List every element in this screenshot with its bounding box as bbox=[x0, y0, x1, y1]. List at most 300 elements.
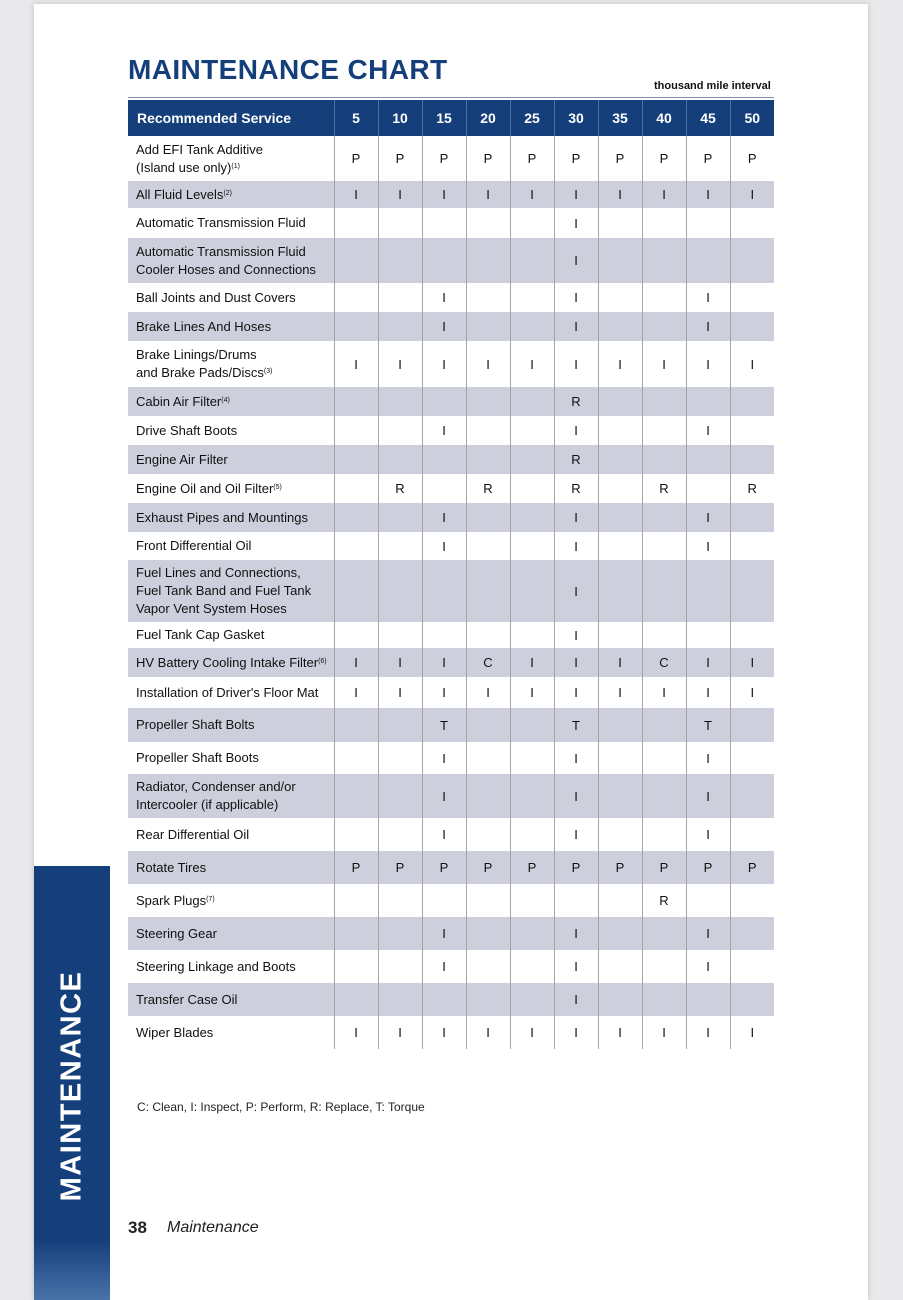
column-header-interval: 35 bbox=[598, 100, 642, 136]
table-row bbox=[128, 742, 774, 774]
interval-mark-cell bbox=[378, 950, 422, 983]
interval-mark-cell: R bbox=[730, 474, 774, 503]
interval-mark-cell: I bbox=[554, 208, 598, 238]
table-row bbox=[128, 774, 774, 818]
interval-mark-cell bbox=[730, 622, 774, 648]
interval-mark-cell bbox=[334, 238, 378, 283]
interval-mark-cell: C bbox=[466, 648, 510, 677]
interval-mark-cell bbox=[334, 774, 378, 818]
interval-mark-cell: P bbox=[554, 136, 598, 181]
interval-mark-cell: I bbox=[466, 181, 510, 208]
interval-mark-cell bbox=[378, 387, 422, 416]
interval-mark-cell bbox=[466, 312, 510, 341]
page-number: 38 bbox=[128, 1218, 147, 1237]
interval-mark-cell bbox=[598, 503, 642, 532]
interval-mark-cell: I bbox=[730, 648, 774, 677]
interval-mark-cell bbox=[378, 983, 422, 1016]
column-header-interval: 20 bbox=[466, 100, 510, 136]
column-header-interval: 5 bbox=[334, 100, 378, 136]
column-header-interval: 30 bbox=[554, 100, 598, 136]
side-tab-fade bbox=[34, 1240, 110, 1300]
service-name-cell bbox=[128, 136, 334, 181]
interval-mark-cell: T bbox=[686, 708, 730, 742]
interval-mark-cell: I bbox=[686, 416, 730, 445]
service-name-cell bbox=[128, 818, 334, 851]
column-header-interval: 45 bbox=[686, 100, 730, 136]
interval-mark-cell bbox=[334, 208, 378, 238]
interval-mark-cell: P bbox=[554, 851, 598, 884]
interval-mark-cell bbox=[642, 445, 686, 474]
interval-mark-cell bbox=[598, 474, 642, 503]
table-row bbox=[128, 136, 774, 181]
service-name-line: Radiator, Condenser and/or bbox=[136, 779, 296, 794]
interval-mark-cell bbox=[510, 416, 554, 445]
interval-mark-cell bbox=[378, 622, 422, 648]
interval-mark-cell: I bbox=[510, 1016, 554, 1049]
interval-mark-cell bbox=[730, 708, 774, 742]
table-row bbox=[128, 983, 774, 1016]
interval-mark-cell bbox=[730, 387, 774, 416]
interval-mark-cell bbox=[422, 238, 466, 283]
service-name-line: Steering Gear bbox=[136, 925, 217, 941]
interval-mark-cell bbox=[510, 474, 554, 503]
interval-mark-cell bbox=[642, 950, 686, 983]
interval-mark-cell: I bbox=[686, 503, 730, 532]
interval-mark-cell bbox=[510, 917, 554, 950]
interval-mark-cell bbox=[730, 208, 774, 238]
table-row bbox=[128, 238, 774, 283]
interval-mark-cell bbox=[466, 742, 510, 774]
column-header-interval: 40 bbox=[642, 100, 686, 136]
interval-mark-cell: I bbox=[554, 416, 598, 445]
interval-mark-cell: I bbox=[554, 532, 598, 560]
interval-mark-cell: I bbox=[686, 742, 730, 774]
interval-mark-cell bbox=[510, 283, 554, 312]
interval-mark-cell bbox=[730, 774, 774, 818]
interval-mark-cell: P bbox=[686, 851, 730, 884]
interval-mark-cell bbox=[598, 950, 642, 983]
service-name-line: Automatic Transmission Fluid bbox=[136, 243, 306, 259]
interval-mark-cell bbox=[730, 416, 774, 445]
interval-mark-cell: I bbox=[686, 677, 730, 708]
table-row bbox=[128, 387, 774, 416]
interval-mark-cell: I bbox=[686, 181, 730, 208]
interval-mark-cell: P bbox=[334, 136, 378, 181]
interval-mark-cell bbox=[466, 208, 510, 238]
service-name-line: and Brake Pads/Discs bbox=[136, 365, 264, 380]
interval-mark-cell: P bbox=[642, 851, 686, 884]
service-name-cell bbox=[128, 341, 334, 387]
interval-mark-cell: I bbox=[686, 283, 730, 312]
interval-mark-cell: I bbox=[554, 560, 598, 622]
interval-mark-cell: R bbox=[642, 474, 686, 503]
interval-mark-cell: I bbox=[642, 1016, 686, 1049]
interval-mark-cell bbox=[642, 983, 686, 1016]
interval-mark-cell: P bbox=[334, 851, 378, 884]
service-name-cell bbox=[128, 445, 334, 474]
interval-mark-cell: I bbox=[378, 341, 422, 387]
service-name-cell bbox=[128, 532, 334, 560]
interval-mark-cell: I bbox=[554, 181, 598, 208]
table-row bbox=[128, 708, 774, 742]
service-name-cell bbox=[128, 648, 334, 677]
interval-mark-cell bbox=[378, 742, 422, 774]
interval-mark-cell bbox=[334, 884, 378, 917]
interval-mark-cell bbox=[378, 283, 422, 312]
interval-mark-cell bbox=[378, 312, 422, 341]
interval-mark-cell: I bbox=[554, 774, 598, 818]
interval-mark-cell: I bbox=[422, 742, 466, 774]
service-name-line: Engine Air Filter bbox=[136, 451, 228, 467]
interval-mark-cell bbox=[642, 283, 686, 312]
interval-mark-cell: I bbox=[686, 950, 730, 983]
interval-mark-cell bbox=[598, 238, 642, 283]
interval-mark-cell: I bbox=[686, 818, 730, 851]
interval-mark-cell: P bbox=[378, 851, 422, 884]
interval-mark-cell bbox=[510, 884, 554, 917]
interval-mark-cell bbox=[510, 387, 554, 416]
service-name-cell bbox=[128, 416, 334, 445]
footnote-marker: (4) bbox=[221, 396, 230, 404]
interval-mark-cell bbox=[686, 983, 730, 1016]
interval-mark-cell bbox=[598, 622, 642, 648]
interval-mark-cell: I bbox=[730, 1016, 774, 1049]
service-name-line: Front Differential Oil bbox=[136, 538, 252, 553]
manual-page bbox=[34, 4, 868, 1300]
interval-mark-cell: R bbox=[378, 474, 422, 503]
interval-mark-cell bbox=[642, 917, 686, 950]
interval-mark-cell: I bbox=[554, 1016, 598, 1049]
interval-mark-cell bbox=[378, 884, 422, 917]
interval-mark-cell: I bbox=[334, 648, 378, 677]
table-row bbox=[128, 818, 774, 851]
table-header bbox=[128, 100, 774, 136]
service-name-cell bbox=[128, 560, 334, 622]
table-row bbox=[128, 474, 774, 503]
interval-mark-cell bbox=[730, 560, 774, 622]
interval-mark-cell: I bbox=[554, 742, 598, 774]
interval-mark-cell bbox=[598, 884, 642, 917]
footnote-marker: (3) bbox=[263, 368, 273, 375]
service-name-line: (Island use only) bbox=[136, 159, 232, 175]
interval-mark-cell bbox=[510, 532, 554, 560]
interval-mark-cell bbox=[510, 208, 554, 238]
table-row bbox=[128, 648, 774, 677]
interval-mark-cell bbox=[378, 445, 422, 474]
interval-mark-cell bbox=[598, 742, 642, 774]
service-name-line: HV Battery Cooling Intake Filter bbox=[136, 654, 319, 670]
table-body bbox=[128, 136, 774, 1049]
interval-mark-cell bbox=[466, 884, 510, 917]
table-row bbox=[128, 445, 774, 474]
interval-mark-cell bbox=[730, 283, 774, 312]
interval-mark-cell bbox=[510, 445, 554, 474]
interval-mark-cell bbox=[642, 708, 686, 742]
interval-mark-cell bbox=[334, 950, 378, 983]
service-name-line: Fuel Tank Band and Fuel Tank bbox=[136, 583, 312, 598]
interval-mark-cell: P bbox=[642, 136, 686, 181]
interval-mark-cell bbox=[466, 560, 510, 622]
interval-mark-cell bbox=[510, 560, 554, 622]
interval-mark-cell: I bbox=[422, 917, 466, 950]
interval-mark-cell: I bbox=[686, 1016, 730, 1049]
interval-mark-cell bbox=[378, 818, 422, 851]
interval-mark-cell: I bbox=[422, 312, 466, 341]
service-name-line: Engine Oil and Oil Filter bbox=[136, 480, 274, 496]
interval-mark-cell: I bbox=[554, 238, 598, 283]
interval-mark-cell bbox=[730, 312, 774, 341]
interval-mark-cell bbox=[334, 818, 378, 851]
footnote-marker: (2) bbox=[223, 189, 232, 197]
interval-mark-cell bbox=[642, 622, 686, 648]
service-name-cell bbox=[128, 181, 334, 208]
interval-mark-cell: I bbox=[686, 312, 730, 341]
service-name-line: Propeller Shaft Bolts bbox=[136, 717, 255, 732]
interval-mark-cell: I bbox=[554, 312, 598, 341]
service-name-line: Propeller Shaft Boots bbox=[136, 750, 259, 765]
interval-mark-cell: I bbox=[554, 818, 598, 851]
interval-mark-cell bbox=[642, 312, 686, 341]
service-name-line: Brake Linings/Drums bbox=[136, 347, 257, 362]
service-name-line: Add EFI Tank Additive bbox=[136, 141, 263, 157]
interval-mark-cell: I bbox=[554, 983, 598, 1016]
section-name: Maintenance bbox=[167, 1219, 259, 1236]
interval-mark-cell: I bbox=[422, 341, 466, 387]
interval-mark-cell: I bbox=[642, 677, 686, 708]
interval-mark-cell: P bbox=[598, 851, 642, 884]
interval-mark-cell: I bbox=[554, 503, 598, 532]
table-row bbox=[128, 622, 774, 648]
interval-mark-cell bbox=[334, 742, 378, 774]
interval-mark-cell bbox=[378, 560, 422, 622]
interval-mark-cell: I bbox=[510, 677, 554, 708]
interval-mark-cell: I bbox=[554, 917, 598, 950]
interval-mark-cell: I bbox=[466, 677, 510, 708]
interval-mark-cell: I bbox=[598, 1016, 642, 1049]
interval-mark-cell: I bbox=[554, 677, 598, 708]
table-row bbox=[128, 1016, 774, 1049]
interval-mark-cell: I bbox=[730, 677, 774, 708]
table-row bbox=[128, 283, 774, 312]
interval-mark-cell bbox=[730, 818, 774, 851]
interval-mark-cell bbox=[334, 708, 378, 742]
interval-mark-cell: I bbox=[378, 677, 422, 708]
footnote-marker: (5) bbox=[273, 483, 282, 491]
interval-mark-cell bbox=[466, 283, 510, 312]
interval-mark-cell bbox=[466, 503, 510, 532]
service-name-line: Vapor Vent System Hoses bbox=[136, 601, 287, 616]
table-row bbox=[128, 950, 774, 983]
interval-mark-cell: I bbox=[686, 648, 730, 677]
interval-mark-cell bbox=[466, 950, 510, 983]
table-row bbox=[128, 884, 774, 917]
service-name-line: Drive Shaft Boots bbox=[136, 422, 238, 438]
service-name-line: Rear Differential Oil bbox=[136, 826, 250, 842]
interval-mark-cell bbox=[466, 774, 510, 818]
service-name-line: Ball Joints and Dust Covers bbox=[136, 289, 296, 305]
interval-mark-cell bbox=[510, 774, 554, 818]
interval-mark-cell: I bbox=[598, 341, 642, 387]
interval-mark-cell bbox=[642, 387, 686, 416]
service-name-cell bbox=[128, 774, 334, 818]
title-divider bbox=[128, 97, 774, 98]
column-header-interval: 25 bbox=[510, 100, 554, 136]
interval-mark-cell bbox=[334, 983, 378, 1016]
interval-mark-cell: R bbox=[466, 474, 510, 503]
interval-mark-cell bbox=[378, 503, 422, 532]
interval-mark-cell bbox=[686, 387, 730, 416]
interval-mark-cell bbox=[642, 560, 686, 622]
maintenance-table bbox=[128, 100, 774, 1049]
service-name-line: Rotate Tires bbox=[136, 859, 207, 875]
table-row bbox=[128, 208, 774, 238]
interval-mark-cell bbox=[466, 387, 510, 416]
interval-note: thousand mile interval bbox=[654, 80, 771, 92]
interval-mark-cell: I bbox=[422, 677, 466, 708]
interval-mark-cell bbox=[334, 917, 378, 950]
interval-mark-cell bbox=[598, 532, 642, 560]
service-name-line: Automatic Transmission Fluid bbox=[136, 215, 306, 230]
interval-mark-cell bbox=[422, 983, 466, 1016]
service-name-cell bbox=[128, 677, 334, 708]
interval-mark-cell bbox=[422, 474, 466, 503]
service-name-line: Spark Plugs bbox=[136, 892, 207, 908]
table-row bbox=[128, 181, 774, 208]
interval-mark-cell bbox=[510, 708, 554, 742]
interval-mark-cell: I bbox=[598, 677, 642, 708]
interval-mark-cell bbox=[510, 312, 554, 341]
interval-mark-cell bbox=[378, 532, 422, 560]
interval-mark-cell: R bbox=[554, 445, 598, 474]
interval-mark-cell bbox=[378, 208, 422, 238]
interval-mark-cell: I bbox=[642, 341, 686, 387]
interval-mark-cell: R bbox=[554, 474, 598, 503]
footnote-marker: (6) bbox=[318, 657, 327, 665]
interval-mark-cell bbox=[686, 238, 730, 283]
table-row bbox=[128, 503, 774, 532]
interval-mark-cell: P bbox=[422, 851, 466, 884]
interval-mark-cell bbox=[730, 983, 774, 1016]
header-row bbox=[128, 100, 774, 136]
interval-mark-cell bbox=[730, 917, 774, 950]
interval-mark-cell bbox=[466, 622, 510, 648]
interval-mark-cell: P bbox=[510, 851, 554, 884]
interval-mark-cell: I bbox=[422, 283, 466, 312]
interval-mark-cell bbox=[466, 238, 510, 283]
interval-mark-cell bbox=[510, 238, 554, 283]
service-name-line: Transfer Case Oil bbox=[136, 991, 238, 1007]
interval-mark-cell bbox=[334, 445, 378, 474]
column-header-interval: 15 bbox=[422, 100, 466, 136]
interval-mark-cell bbox=[466, 983, 510, 1016]
interval-mark-cell bbox=[686, 622, 730, 648]
interval-mark-cell bbox=[422, 208, 466, 238]
interval-mark-cell: R bbox=[642, 884, 686, 917]
interval-mark-cell: I bbox=[510, 341, 554, 387]
page-title: MAINTENANCE CHART bbox=[128, 54, 448, 85]
service-name-cell bbox=[128, 208, 334, 238]
interval-mark-cell bbox=[510, 622, 554, 648]
table-row bbox=[128, 677, 774, 708]
interval-mark-cell: I bbox=[554, 283, 598, 312]
interval-mark-cell bbox=[334, 312, 378, 341]
service-name-cell bbox=[128, 312, 334, 341]
interval-mark-cell bbox=[466, 532, 510, 560]
interval-mark-cell bbox=[334, 474, 378, 503]
interval-mark-cell: P bbox=[466, 851, 510, 884]
interval-mark-cell: I bbox=[510, 648, 554, 677]
service-name-line: Steering Linkage and Boots bbox=[136, 958, 296, 974]
interval-mark-cell bbox=[598, 917, 642, 950]
interval-mark-cell bbox=[466, 818, 510, 851]
interval-mark-cell bbox=[598, 312, 642, 341]
interval-mark-cell bbox=[510, 503, 554, 532]
footnote-marker: (7) bbox=[206, 895, 215, 903]
interval-mark-cell bbox=[598, 387, 642, 416]
interval-mark-cell bbox=[730, 532, 774, 560]
interval-mark-cell: I bbox=[422, 416, 466, 445]
interval-mark-cell: I bbox=[730, 181, 774, 208]
interval-mark-cell bbox=[642, 742, 686, 774]
interval-mark-cell bbox=[686, 560, 730, 622]
interval-mark-cell: I bbox=[334, 181, 378, 208]
interval-mark-cell bbox=[422, 445, 466, 474]
interval-mark-cell: I bbox=[422, 648, 466, 677]
interval-mark-cell: I bbox=[598, 181, 642, 208]
table-row bbox=[128, 560, 774, 622]
service-name-cell bbox=[128, 851, 334, 884]
interval-mark-cell: I bbox=[686, 917, 730, 950]
interval-mark-cell: I bbox=[422, 774, 466, 818]
interval-mark-cell bbox=[334, 560, 378, 622]
service-name-cell bbox=[128, 474, 334, 503]
interval-mark-cell bbox=[598, 774, 642, 818]
interval-mark-cell bbox=[730, 742, 774, 774]
interval-mark-cell: I bbox=[466, 1016, 510, 1049]
interval-mark-cell bbox=[378, 774, 422, 818]
interval-mark-cell bbox=[378, 917, 422, 950]
table-row bbox=[128, 532, 774, 560]
interval-mark-cell: C bbox=[642, 648, 686, 677]
service-name-line: Wiper Blades bbox=[136, 1024, 214, 1040]
table-row bbox=[128, 341, 774, 387]
interval-mark-cell bbox=[642, 774, 686, 818]
service-name-cell bbox=[128, 622, 334, 648]
service-name-line: Intercooler (if applicable) bbox=[136, 797, 279, 812]
interval-mark-cell: I bbox=[422, 181, 466, 208]
interval-mark-cell bbox=[598, 818, 642, 851]
interval-mark-cell bbox=[510, 950, 554, 983]
interval-mark-cell: I bbox=[378, 648, 422, 677]
interval-mark-cell bbox=[730, 445, 774, 474]
interval-mark-cell bbox=[554, 884, 598, 917]
interval-mark-cell bbox=[730, 884, 774, 917]
interval-mark-cell bbox=[598, 416, 642, 445]
interval-mark-cell bbox=[466, 917, 510, 950]
interval-mark-cell bbox=[598, 208, 642, 238]
interval-mark-cell bbox=[334, 532, 378, 560]
interval-mark-cell: I bbox=[686, 341, 730, 387]
interval-mark-cell bbox=[730, 950, 774, 983]
column-header-service: Recommended Service bbox=[128, 100, 334, 136]
interval-mark-cell bbox=[642, 818, 686, 851]
interval-mark-cell bbox=[334, 283, 378, 312]
service-name-line: Installation of Driver's Floor Mat bbox=[136, 684, 319, 700]
interval-mark-cell bbox=[466, 416, 510, 445]
interval-mark-cell bbox=[510, 742, 554, 774]
interval-mark-cell: T bbox=[422, 708, 466, 742]
interval-mark-cell: I bbox=[554, 950, 598, 983]
